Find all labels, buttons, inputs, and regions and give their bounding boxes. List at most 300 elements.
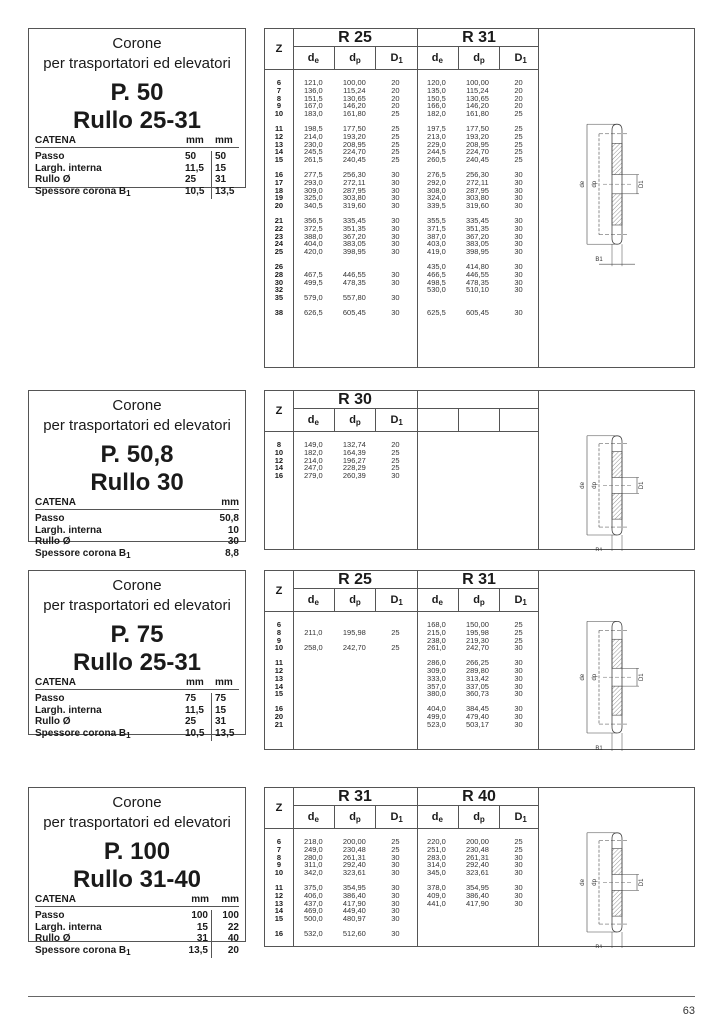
chain-spec-rows [35,510,239,561]
table-cell [293,683,334,691]
table-cell: 30 [514,898,523,908]
table-cell: 249,0 [303,844,323,854]
table-row [265,659,539,667]
footer-divider [28,996,695,997]
table-cell: 261,31 [465,852,489,862]
table-cell [498,472,539,480]
column-header-text: d [349,52,356,64]
table-cell: 30 [514,215,523,225]
table-cell: 335,45 [465,215,489,225]
table-row [265,930,539,938]
spec-value: 10,5 [185,186,212,200]
table-cell: 25 [391,837,400,846]
table-cell: 182,0 [427,109,446,119]
chain-spec-row [35,536,239,548]
table-cell: 256,30 [342,169,366,179]
table-cell [375,667,416,675]
table-cell: 20 [391,440,400,449]
z-value: 11 [274,882,283,892]
table-cell [498,464,539,472]
table-cell: 166,0 [427,101,446,111]
z-value: 13 [274,673,284,683]
z-value: 12 [274,665,284,675]
column-header [500,409,541,431]
table-cell: 177,50 [342,123,366,133]
z-value: 13 [274,139,284,149]
roller-group-name: R 30 [293,391,417,409]
spec-value: 50 [215,151,227,162]
column-header-subscript: p [355,598,361,607]
table-cell: 30 [514,890,523,900]
table-cell: 333,0 [427,673,446,683]
table-cell: 303,80 [465,193,489,203]
table-cell: 120,0 [427,78,446,87]
table-cell: 30 [514,711,523,721]
unit-label: mm [221,497,239,508]
d1-dimension-label: D1 [639,481,645,490]
table-cell [457,464,498,472]
table-cell: 25 [391,155,400,165]
column-header [417,806,459,828]
table-row [265,279,539,287]
z-value: 13 [274,898,284,908]
table-cell: 30 [391,269,400,279]
z-value: 23 [274,231,284,241]
table-cell: 30 [514,852,523,862]
table-cell: 220,0 [427,837,446,846]
table-cell: 260,5 [427,155,446,165]
table-cell: 100,00 [465,78,489,87]
table-cell: 303,80 [342,193,366,203]
chain-spec-row [35,693,239,705]
table-cell: 420,0 [303,247,323,257]
z-value: 21 [274,719,284,729]
spec-label [35,705,185,717]
table-cell [375,683,416,691]
z-value: 16 [274,471,284,481]
z-value: 21 [274,215,284,225]
column-header [335,806,377,828]
product-subtitle: per trasportatori ed elevatori [43,814,231,831]
table-cell: 378,0 [427,882,446,892]
table-cell: 247,0 [303,463,323,473]
pitch-heading: P. 50 [110,79,164,106]
table-cell: 500,0 [303,914,323,924]
table-cell [457,915,498,923]
column-headers [293,806,417,829]
z-header: Z [265,788,293,829]
roller-heading: Rullo 25-31 [72,107,202,134]
table-cell [416,441,457,449]
spec-value: 25 [185,174,212,186]
roller-group-header [417,29,541,70]
roller-heading: Rullo 25-31 [72,649,202,676]
table-cell: 30 [391,307,400,317]
table-cell: 25 [514,844,523,854]
column-header-text: d [349,594,356,606]
column-header-text: d [473,52,480,64]
table-cell: 25 [391,643,400,653]
table-cell: 530,0 [427,285,446,295]
sprocket-dimension-table [264,787,540,947]
z-value: 9 [276,860,281,870]
table-cell: 417,90 [342,898,366,908]
table-cell: 183,0 [303,109,323,119]
z-value: 15 [274,689,284,699]
table-cell [334,713,375,721]
table-cell: 30 [514,307,523,317]
table-cell: 30 [391,239,400,249]
catena-label: CATENA [35,677,76,688]
column-header [417,589,459,611]
table-cell: 280,0 [303,852,323,862]
table-cell: 323,61 [342,868,366,878]
catena-label: CATENA [35,497,76,508]
table-cell: 182,0 [303,447,323,457]
table-cell: 30 [514,689,523,699]
table-cell: 367,20 [342,231,366,241]
table-cell: 30 [514,201,523,211]
column-header-text: d [431,594,439,606]
spec-label-subscript: 1 [126,188,131,198]
pitch-heading: P. 100 [103,838,171,865]
table-cell: 30 [514,658,523,668]
spec-value: 50 [185,151,212,163]
table-cell: 30 [514,177,523,187]
chain-spec-header [35,677,239,690]
table-cell: 30 [514,681,523,691]
table-cell: 30 [391,882,400,892]
roller-group-header [293,788,417,829]
column-header-subscript: p [479,815,485,824]
column-header-subscript: 1 [398,56,403,65]
product-title: Corone [112,397,162,414]
table-row [265,629,539,637]
column-header [335,409,377,431]
pitch-heading: P. 50,8 [100,441,174,468]
table-cell: 478,35 [342,277,366,287]
table-cell: 367,20 [465,231,489,241]
table-cell: 240,45 [342,155,366,165]
chain-spec-header [35,497,239,510]
table-cell [375,675,416,683]
table-cell [334,667,375,675]
b1-dimension-label: B1 [595,257,603,264]
column-header-subscript: 1 [398,598,403,607]
z-value: 8 [276,627,281,637]
table-cell: 466,5 [427,269,446,279]
unit-label: mm [186,135,204,146]
z-value: 8 [276,93,281,103]
spec-value: 75 [215,693,227,704]
table-cell: 25 [391,455,400,465]
column-header-subscript: e [438,815,443,824]
spec-value: 22 [227,921,239,933]
table-cell [416,464,457,472]
z-value: 35 [274,293,284,303]
table-cell: 523,0 [427,719,446,729]
table-cell: 30 [391,898,400,908]
unit-label: mm [215,135,233,146]
column-header-text: D [390,52,399,64]
column-header-text: d [349,811,356,823]
column-header-subscript: e [314,815,319,824]
table-cell: 164,39 [342,447,366,457]
table-cell: 467,5 [303,269,323,279]
table-cell: 351,35 [465,223,489,233]
table-cell [416,449,457,457]
column-header-subscript: p [479,598,485,607]
table-cell: 30 [514,231,523,241]
table-cell: 383,05 [465,239,489,249]
b1-dimension-label: B1 [595,746,603,751]
column-headers [293,47,417,70]
table-cell: 121,0 [303,78,323,87]
column-header-text: D [514,594,523,606]
table-cell: 286,0 [427,658,446,668]
table-cell: 208,95 [465,139,489,149]
spec-value: 31 [182,933,212,945]
unit-label: mm [221,894,239,905]
table-cell: 30 [391,471,400,481]
table-cell: 30 [391,185,400,195]
catena-label: CATENA [35,894,76,905]
sprocket-dimension-table [264,570,540,750]
table-cell: 449,40 [342,906,366,916]
table-cell: 339,5 [427,201,446,211]
spec-label-text: Largh. interna [35,704,102,716]
table-cell: 289,80 [465,665,489,675]
z-value: 14 [274,681,284,691]
table-cell [416,907,457,915]
roller-group-header [293,571,417,612]
spec-label [35,525,199,537]
table-cell: 446,55 [465,269,489,279]
column-header [335,47,377,69]
sprocket-diagram [538,390,695,550]
product-section [28,570,695,750]
table-cell: 479,40 [465,711,489,721]
spec-value: 25 [185,716,212,728]
table-cell: 25 [514,627,523,637]
table-cell: 30 [391,215,400,225]
table-cell: 605,45 [465,307,489,317]
spec-label-text: Spessore corona B [35,944,127,956]
column-headers [417,589,541,612]
column-header [376,47,417,69]
product-info-box [28,570,246,740]
roller-group-header [417,391,541,432]
table-cell: 311,0 [304,860,323,870]
spec-value: 40 [227,933,239,944]
table-cell: 371,5 [427,223,446,233]
table-cell [375,659,416,667]
table-cell: 228,29 [342,463,366,473]
spec-value: 30 [227,536,239,547]
table-cell: 30 [514,868,523,878]
table-cell: 25 [391,844,400,854]
b1-dimension-label: B1 [595,548,603,551]
table-cell [498,457,539,465]
table-cell: 30 [514,185,523,195]
table-row [265,705,539,713]
chain-spec-row [35,910,239,922]
table-cell: 195,98 [342,627,366,637]
de-dimension-label: de [580,879,586,886]
table-row [265,667,539,675]
table-cell: 319,60 [342,201,366,211]
table-cell: 167,0 [303,101,323,111]
spec-label-text: Spessore corona B [35,185,127,197]
spec-label-subscript: 1 [126,947,131,957]
spec-value: 11,5 [185,705,212,717]
table-cell [334,683,375,691]
table-cell: 25 [514,139,523,149]
spec-value: 8,8 [225,547,239,559]
table-cell: 324,0 [427,193,446,203]
table-cell: 25 [391,447,400,457]
table-cell: 419,0 [427,247,446,257]
table-cell: 136,0 [303,85,323,95]
table-cell: 195,98 [465,627,489,637]
table-cell: 224,70 [465,147,489,157]
table-cell: 403,0 [427,239,446,249]
d1-dimension-label: D1 [639,673,645,682]
table-cell [334,705,375,713]
table-cell: 193,20 [465,131,489,141]
table-cell: 30 [514,239,523,249]
z-value: 19 [274,193,284,203]
table-cell: 351,35 [342,223,366,233]
table-cell: 335,45 [342,215,366,225]
spec-value: 13,5 [215,185,235,197]
spec-value: 75 [185,693,212,705]
chain-spec-row [35,548,239,562]
table-cell: 309,0 [303,185,323,195]
z-value: 7 [276,85,281,95]
column-headers [293,589,417,612]
table-cell: 161,80 [342,109,366,119]
roller-heading: Rullo 31-40 [72,866,202,893]
z-value: 14 [274,906,284,916]
table-cell: 258,0 [303,643,323,653]
product-title: Corone [112,794,162,811]
roller-group-name: R 31 [293,788,417,806]
spec-value: 15 [215,704,227,716]
table-cell: 404,0 [303,239,323,249]
table-cell: 30 [514,169,523,179]
table-cell: 200,00 [342,837,366,846]
chain-spec-row [35,922,239,934]
z-value: 8 [276,440,281,449]
table-cell [416,930,457,938]
table-cell [375,690,416,698]
z-value: 8 [276,852,281,862]
table-cell: 25 [514,147,523,157]
z-value: 6 [276,620,281,629]
z-value: 12 [274,890,284,900]
table-cell: 130,65 [465,93,489,103]
roller-group-header [293,391,417,432]
chain-spec-row [35,186,239,200]
table-cell: 229,0 [427,139,446,149]
table-cell: 356,5 [303,215,323,225]
table-row [265,294,539,302]
table-cell: 218,0 [303,837,323,846]
dp-dimension-label: dp [592,879,598,886]
table-cell: 498,5 [427,277,446,287]
column-headers [417,409,541,432]
table-cell: 342,0 [303,868,323,878]
column-header [417,409,459,431]
de-dimension-label: de [580,673,586,681]
de-dimension-label: de [580,180,586,188]
column-header [376,589,417,611]
column-header [500,806,541,828]
roller-group-name: R 31 [417,571,541,589]
spec-value: 13,5 [182,945,212,959]
table-cell: 30 [391,231,400,241]
table-cell: 272,11 [466,177,489,187]
table-cell [416,472,457,480]
product-subtitle: per trasportatori ed elevatori [43,55,231,72]
table-cell: 355,5 [427,215,446,225]
table-cell: 214,0 [303,455,323,465]
table-cell: 196,27 [342,455,366,465]
table-cell: 20 [391,85,400,95]
spec-label [35,910,182,922]
spec-label-subscript: 1 [126,550,131,560]
table-cell: 30 [391,223,400,233]
column-header-subscript: e [438,56,443,65]
table-row [265,248,539,256]
table-cell: 406,0 [303,890,323,900]
spec-value: 13,5 [215,727,235,739]
column-header-subscript: e [314,418,319,427]
chain-spec-table [35,497,239,561]
table-cell: 146,20 [342,101,366,111]
chain-spec-row [35,174,239,186]
table-cell: 30 [514,247,523,257]
table-cell: 380,0 [427,689,446,699]
table-cell: 30 [391,860,400,870]
sprocket-diagram [538,787,695,947]
table-cell: 30 [391,890,400,900]
column-header-subscript: p [355,418,361,427]
table-cell: 532,0 [303,928,323,938]
roller-group-name: R 25 [293,571,417,589]
table-cell [375,713,416,721]
table-cell: 251,0 [427,844,446,854]
column-header-subscript: 1 [398,815,403,824]
table-cell: 309,0 [427,665,446,675]
table-cell: 375,0 [303,882,323,892]
table-cell [457,907,498,915]
table-cell [375,705,416,713]
table-cell [498,449,539,457]
z-value: 6 [276,837,281,846]
table-cell: 115,24 [466,85,489,95]
product-title: Corone [112,577,162,594]
z-value: 25 [274,247,284,257]
chain-spec-header [35,894,239,907]
table-cell: 261,31 [342,852,366,862]
roller-group-name: R 25 [293,29,417,47]
table-cell: 30 [514,665,523,675]
spec-label-text: Spessore corona B [35,547,127,559]
table-cell: 30 [514,673,523,683]
table-cell: 30 [391,852,400,862]
